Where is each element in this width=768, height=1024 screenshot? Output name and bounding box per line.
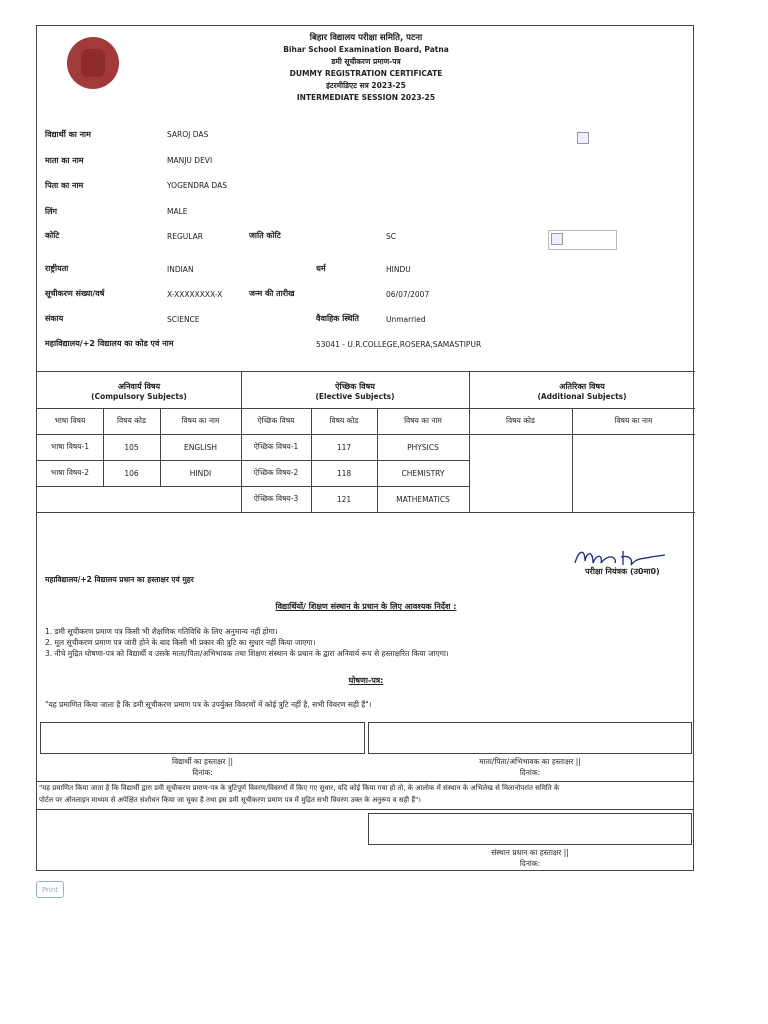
- table-cell: भाषा विषय-2: [50, 468, 90, 477]
- instruction-item: 1. डमी सूचीकरण प्रमाण पत्र किसी भी शैक्षणिक गतिविधि के लिए अनुमान्य नहीं होगा।: [45, 627, 278, 636]
- name-value: SAROJ DAS: [167, 130, 209, 139]
- elective-header: [241, 374, 469, 408]
- mother-label: माता का नाम: [45, 156, 84, 165]
- cert-title-hindi: डमी सूचीकरण प्रमाण-पत्र: [331, 57, 401, 66]
- religion-value: HINDU: [386, 265, 411, 274]
- col-subject-code: विषय कोड: [117, 416, 146, 425]
- category-label: कोटि: [45, 231, 60, 240]
- regno-value: X-XXXXXXXX-X: [167, 290, 223, 299]
- gender-label: लिंग: [45, 207, 57, 216]
- elective-header-hindi: ऐच्छिक विषय: [335, 382, 375, 391]
- table-cell: भाषा विषय-1: [50, 442, 90, 451]
- session-hindi: इंटरमीडिएट सत्र 2023-25: [326, 81, 406, 90]
- additional-header: [469, 374, 695, 408]
- nationality-label: राष्ट्रीयता: [45, 264, 69, 273]
- table-cell: 105: [124, 442, 139, 452]
- parent-signature-box[interactable]: [368, 722, 692, 754]
- parent-sign-label: माता/पिता/अभिभावक का हस्ताक्षर ||: [479, 757, 581, 766]
- institution-declaration-line2: पोर्टल पर ऑनलाइन माध्यम से अपेक्षित संशोधन किया जा चुका है तथा इस डमी सूचीकरण प्रमाण पत्र में मुद्रित सभी विवरण उक्त के अनुरूप व सही हैं"।: [39, 796, 421, 804]
- regno-label: सूचीकरण संख्या/वर्ष: [45, 289, 105, 298]
- board-name-hindi: बिहार विद्यालय परीक्षा समिति, पटना: [309, 33, 423, 43]
- signature-broken-image-icon: [551, 233, 563, 245]
- compulsory-header: [37, 374, 241, 408]
- faculty-value: SCIENCE: [167, 315, 200, 324]
- table-cell: 106: [124, 468, 139, 478]
- col-additional-code: विषय कोड: [506, 416, 535, 425]
- table-cell: MATHEMATICS: [396, 494, 450, 504]
- table-cell: HINDI: [189, 468, 212, 478]
- signature-image-box: [548, 230, 617, 250]
- name-label: विद्यार्थी का नाम: [45, 130, 91, 139]
- col-elective-code: विषय कोड: [329, 416, 359, 425]
- instruction-item: 3. नीचे मुद्रित घोषणा-पत्र को विद्यार्थी व उसके माता/पिता/अभिभावक तथा शिक्षण संस्थान के प्रधान के द्वारा अनिवार्य रूप से हस्ताक्षरित किया जाएगा।: [45, 649, 449, 658]
- father-label: पिता का नाम: [45, 181, 84, 190]
- college-label: महाविद्यालय/+2 विद्यालय का कोड एवं नाम: [45, 339, 174, 348]
- photo-broken-image-icon: [577, 132, 589, 144]
- col-elective-name: विषय का नाम: [404, 416, 442, 425]
- table-cell: ऐच्छिक विषय-2: [253, 468, 299, 477]
- table-cell: ऐच्छिक विषय-1: [253, 442, 299, 451]
- table-cell: 121: [336, 494, 352, 504]
- gender-value: MALE: [167, 207, 188, 216]
- religion-label: धर्म: [316, 264, 326, 273]
- dob-label: जन्म की तारीख: [249, 289, 295, 298]
- print-button[interactable]: Print: [36, 881, 64, 898]
- instructions-title: विद्यार्थियों/ शिक्षण संस्थान के प्रधान के लिए आवश्यक निर्देश :: [275, 602, 457, 611]
- dob-value: 06/07/2007: [386, 290, 430, 299]
- compulsory-header-hindi: अनिवार्य विषय: [117, 382, 161, 391]
- parent-date-label: दिनांक:: [519, 768, 541, 777]
- caste-value: SC: [386, 232, 396, 241]
- instruction-item: 2. मूल सूचीकरण प्रमाण पत्र जारी होने के बाद किसी भी प्रकार की त्रुटि का सुधार नहीं किया जाएगा।: [45, 638, 316, 647]
- student-date-label: दिनांक:: [192, 768, 213, 777]
- head-signature-box[interactable]: [368, 813, 692, 845]
- table-cell: ऐच्छिक विषय-3: [253, 494, 299, 503]
- cert-title-english: DUMMY REGISTRATION CERTIFICATE: [289, 69, 443, 78]
- board-name-english: Bihar School Examination Board, Patna: [283, 45, 449, 54]
- caste-label: जाति कोटि: [249, 231, 281, 240]
- certificate: [36, 25, 694, 871]
- col-language-subject: भाषा विषय: [54, 416, 86, 425]
- father-value: YOGENDRA DAS: [167, 181, 227, 190]
- table-cell: 118: [336, 468, 352, 478]
- table-cell: CHEMISTRY: [401, 468, 445, 478]
- student-signature-box[interactable]: [40, 722, 365, 754]
- elective-header-english: (Elective Subjects): [315, 392, 395, 401]
- nationality-value: INDIAN: [167, 265, 194, 274]
- declaration-text: "यह प्रमाणित किया जाता है कि डमी सूचीकरण प्रमाण पत्र के उपर्युक्त विवरणों में कोई त्रुटि नहीं है, सभी विवरण सही हैं"।: [45, 700, 372, 709]
- additional-header-hindi: अतिरिक्त विषय: [559, 382, 605, 391]
- declaration-title: घोषणा-पत्र:: [348, 676, 384, 685]
- faculty-label: संकाय: [45, 314, 64, 323]
- table-cell: ENGLISH: [184, 442, 217, 452]
- additional-header-english: (Additional Subjects): [537, 392, 627, 401]
- head-date-label: दिनांक:: [519, 859, 541, 868]
- col-additional-name: विषय का नाम: [614, 416, 653, 425]
- controller-label: परीक्षा नियंत्रक (उ0मा0): [585, 567, 660, 576]
- col-subject-name: विषय का नाम: [181, 416, 220, 425]
- compulsory-header-english: (Compulsory Subjects): [91, 392, 187, 401]
- institution-declaration-line1: "यह प्रमाणित किया जाता है कि विद्यार्थी द्वारा डमी सूचीकरण प्रमाण-पत्र के त्रुटिपूर्ण विवरण/विवरणों में किए गए सुधार, यदि कोई किया गया हो तो, के आलोक में संस्थान के अभिलेख से मिलानोपरांत समिति के: [39, 784, 560, 792]
- category-value: REGULAR: [167, 232, 203, 241]
- college-value: 53041 - U.R.COLLEGE,ROSERA,SAMASTIPUR: [316, 340, 482, 349]
- head-sign-label: संस्थान प्रधान का हस्ताक्षर ||: [491, 848, 569, 857]
- table-cell: 117: [336, 442, 352, 452]
- student-sign-label: विद्यार्थी का हस्ताक्षर ||: [172, 757, 233, 766]
- table-cell: PHYSICS: [407, 442, 439, 452]
- session-english: INTERMEDIATE SESSION 2023-25: [296, 93, 436, 102]
- col-elective-subject: ऐच्छिक विषय: [257, 416, 295, 425]
- principal-sign-label: महाविद्यालय/+2 विद्यालय प्रधान का हस्ताक्षर एवं मुहर: [45, 575, 194, 584]
- subjects-table: [37, 371, 695, 513]
- marital-label: वैवाहिक स्थिति: [316, 314, 359, 323]
- mother-value: MANJU DEVI: [167, 156, 213, 165]
- marital-value: Unmarried: [386, 315, 426, 324]
